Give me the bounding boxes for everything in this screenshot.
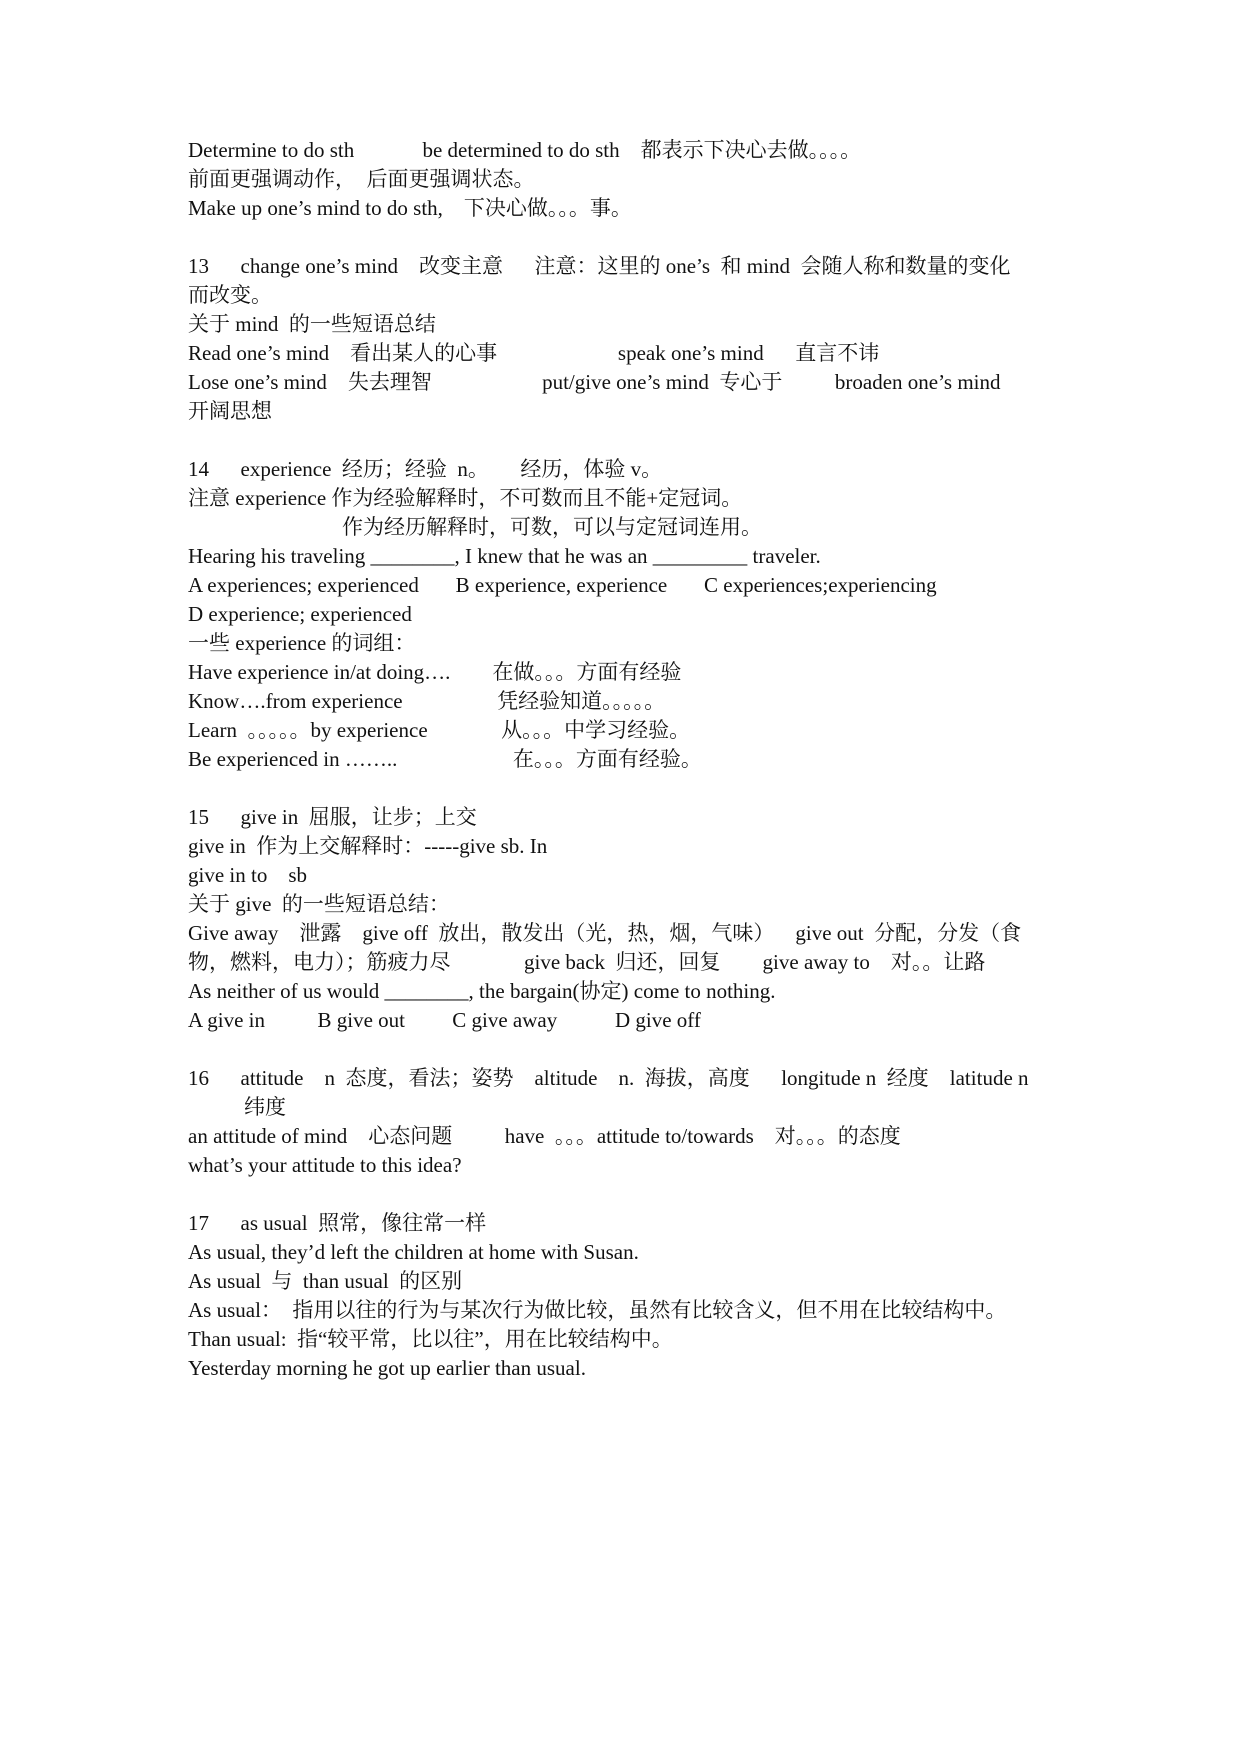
text-line: Be experienced in …….. 在。。。方面有经验。 [188, 747, 702, 771]
text-line: an attitude of mind 心态问题 have 。。。attitude to/towards 对。。。的态度 [188, 1124, 901, 1148]
text-line: what’s your attitude to this idea? [188, 1153, 462, 1177]
section-heading-15: 15 give in 屈服，让步；上交 [188, 805, 477, 829]
text-line: Read one’s mind 看出某人的心事 speak one’s mind 直言不讳 [188, 341, 880, 365]
text-line: give in 作为上交解释时：-----give sb. In [188, 834, 548, 858]
text-line: 注意 experience 作为经验解释时，不可数而且不能+定冠词。 [188, 486, 743, 510]
text-line: Give away 泄露 give off 放出，散发出（光，热，烟，气味） give out 分配，分发（食 [188, 921, 1022, 945]
text-line: give in to sb [188, 863, 307, 887]
text-line: 开阔思想 [188, 399, 272, 423]
text-line: Have experience in/at doing…. 在做。。。方面有经验 [188, 660, 682, 684]
text-line: 关于 mind 的一些短语总结 [188, 312, 436, 336]
answer-options: D experience; experienced [188, 602, 412, 626]
text-line: As usual, they’d left the children at home with Susan. [188, 1240, 639, 1264]
text-line: Make up one’s mind to do sth, 下决心做。。。事。 [188, 196, 632, 220]
text-line: 物，燃料，电力）；筋疲力尽 give back 归还，回复 give away to 对。。让路 [188, 950, 986, 974]
text-line: Than usual: 指“较平常，比以往”，用在比较结构中。 [188, 1327, 673, 1351]
section-heading-17: 17 as usual 照常，像往常一样 [188, 1211, 487, 1235]
question-text: Hearing his traveling ________, I knew that he was an _________ traveler. [188, 544, 821, 568]
text-line: 而改变。 [188, 283, 272, 307]
text-line: 前面更强调动作， 后面更强调状态。 [188, 167, 535, 191]
question-text: As neither of us would ________, the bargain(协定) come to nothing. [188, 979, 776, 1003]
text-line: 关于 give 的一些短语总结： [188, 892, 450, 916]
answer-options: A experiences; experienced B experience, experience C experiences;experiencing [188, 573, 937, 597]
text-line: 一些 experience 的词组： [188, 631, 416, 655]
text-line: Know….from experience 凭经验知道。。。。。 [188, 689, 666, 713]
text-line: As usual 与 than usual 的区别 [188, 1269, 463, 1293]
text-line: Determine to do sth be determined to do sth 都表示下决心去做。。。。 [188, 138, 862, 162]
answer-options: A give in B give out C give away D give off [188, 1008, 701, 1032]
text-line: 纬度 [244, 1095, 286, 1119]
section-heading-14: 14 experience 经历；经验 n。 经历，体验 v。 [188, 457, 663, 481]
text-line: Learn 。。。。。by experience 从。。。中学习经验。 [188, 718, 691, 742]
text-line: Yesterday morning he got up earlier than usual. [188, 1356, 586, 1380]
section-heading-16: 16 attitude n 态度，看法；姿势 altitude n. 海拔，高度 longitude n 经度 latitude n [188, 1066, 1029, 1090]
text-line: As usual： 指用以往的行为与某次行为做比较，虽然有比较含义，但不用在比较结构中。 [188, 1298, 1007, 1322]
section-heading-13: 13 change one’s mind 改变主意 注意：这里的 one’s 和 mind 会随人称和数量的变化 [188, 254, 1011, 278]
text-line: Lose one’s mind 失去理智 put/give one’s mind 专心于 broaden one’s mind [188, 370, 1001, 394]
text-line: 作为经历解释时，可数，可以与定冠词连用。 [342, 515, 762, 539]
